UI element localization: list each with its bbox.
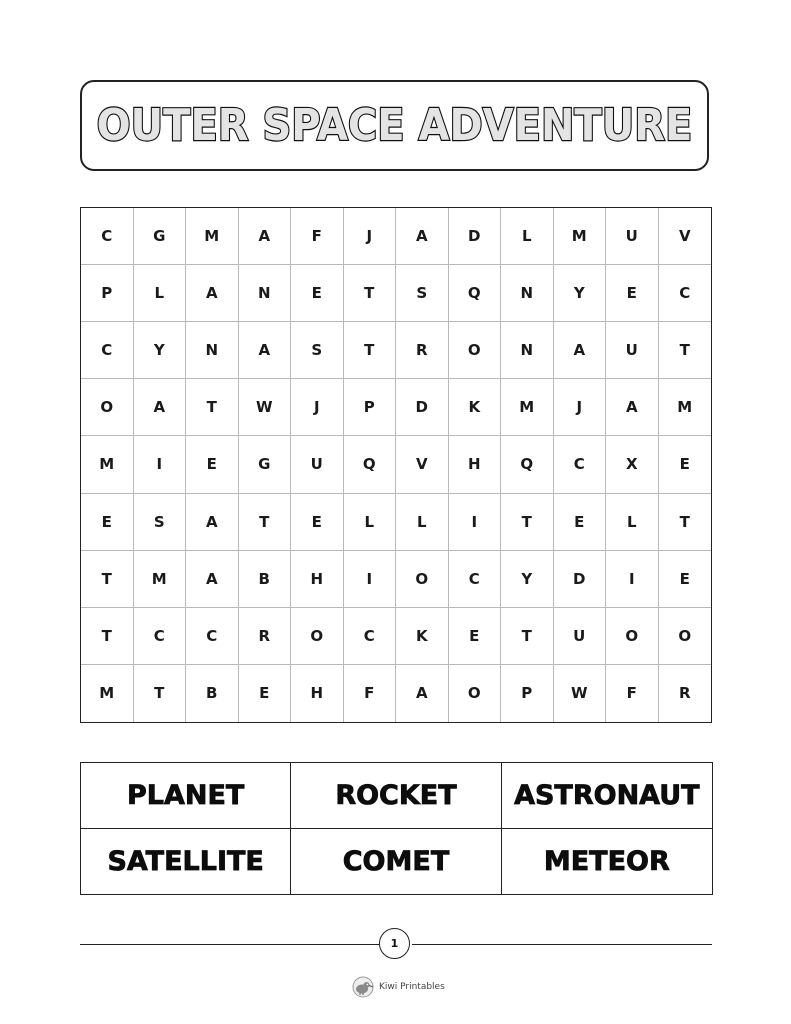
grid-cell: A	[606, 379, 659, 436]
grid-cell: Y	[134, 322, 187, 379]
grid-cell: H	[291, 665, 344, 722]
grid-cell: A	[396, 665, 449, 722]
grid-cell: P	[81, 265, 134, 322]
grid-cell: R	[239, 608, 292, 665]
grid-cell: E	[659, 436, 712, 493]
grid-cell: C	[659, 265, 712, 322]
grid-cell: T	[81, 551, 134, 608]
grid-cell: U	[606, 208, 659, 265]
grid-cell: I	[134, 436, 187, 493]
grid-cell: U	[554, 608, 607, 665]
page-number-badge	[379, 928, 410, 959]
brand-name: Kiwi Printables	[379, 982, 445, 992]
grid-cell: B	[186, 665, 239, 722]
grid-cell: M	[554, 208, 607, 265]
grid-cell: V	[659, 208, 712, 265]
grid-cell: D	[554, 551, 607, 608]
grid-cell: F	[291, 208, 344, 265]
grid-cell: G	[134, 208, 187, 265]
grid-cell: D	[396, 379, 449, 436]
grid-cell: E	[449, 608, 502, 665]
grid-cell: N	[186, 322, 239, 379]
grid-cell: K	[396, 608, 449, 665]
word-bank-item: ASTRONAUT	[502, 763, 712, 829]
grid-cell: X	[606, 436, 659, 493]
grid-cell: K	[449, 379, 502, 436]
grid-cell: I	[606, 551, 659, 608]
grid-cell: C	[134, 608, 187, 665]
grid-cell: P	[501, 665, 554, 722]
grid-cell: W	[239, 379, 292, 436]
brand-footer	[352, 976, 445, 998]
grid-cell: P	[344, 379, 397, 436]
grid-cell: H	[291, 551, 344, 608]
footer-divider-right	[412, 944, 712, 945]
grid-cell: L	[396, 494, 449, 551]
page-title: OUTER SPACE ADVENTURE	[96, 100, 693, 151]
title-banner	[80, 80, 709, 171]
grid-cell: G	[239, 436, 292, 493]
grid-cell: F	[606, 665, 659, 722]
grid-cell: W	[554, 665, 607, 722]
grid-cell: I	[344, 551, 397, 608]
grid-cell: O	[396, 551, 449, 608]
grid-cell: T	[501, 608, 554, 665]
grid-cell: S	[396, 265, 449, 322]
grid-cell: A	[239, 208, 292, 265]
grid-cell: M	[186, 208, 239, 265]
grid-cell: U	[291, 436, 344, 493]
word-search-grid	[80, 207, 712, 723]
grid-cell: A	[186, 551, 239, 608]
grid-cell: A	[239, 322, 292, 379]
grid-cell: Y	[501, 551, 554, 608]
grid-cell: O	[606, 608, 659, 665]
grid-cell: E	[554, 494, 607, 551]
grid-cell: E	[291, 265, 344, 322]
grid-cell: S	[291, 322, 344, 379]
grid-cell: T	[344, 265, 397, 322]
grid-cell: E	[81, 494, 134, 551]
grid-cell: Q	[344, 436, 397, 493]
grid-cell: Q	[501, 436, 554, 493]
grid-cell: C	[449, 551, 502, 608]
grid-cell: L	[606, 494, 659, 551]
grid-cell: T	[239, 494, 292, 551]
grid-cell: Y	[554, 265, 607, 322]
grid-cell: S	[134, 494, 187, 551]
grid-cell: R	[396, 322, 449, 379]
grid-cell: L	[344, 494, 397, 551]
grid-cell: A	[186, 265, 239, 322]
footer-divider-left	[80, 944, 379, 945]
grid-cell: O	[659, 608, 712, 665]
grid-cell: T	[186, 379, 239, 436]
grid-cell: L	[134, 265, 187, 322]
grid-cell: C	[186, 608, 239, 665]
word-bank	[80, 762, 713, 895]
grid-cell: N	[501, 322, 554, 379]
grid-cell: A	[186, 494, 239, 551]
grid-cell: M	[134, 551, 187, 608]
grid-cell: I	[449, 494, 502, 551]
word-bank-item: COMET	[291, 829, 501, 895]
grid-cell: H	[449, 436, 502, 493]
word-bank-item: SATELLITE	[81, 829, 291, 895]
grid-cell: J	[291, 379, 344, 436]
word-bank-item: METEOR	[543, 845, 670, 877]
grid-cell: M	[81, 436, 134, 493]
grid-cell: T	[81, 608, 134, 665]
grid-cell: O	[449, 665, 502, 722]
grid-cell: E	[606, 265, 659, 322]
grid-cell: O	[449, 322, 502, 379]
grid-cell: M	[501, 379, 554, 436]
grid-cell: C	[81, 208, 134, 265]
grid-cell: T	[134, 665, 187, 722]
grid-cell: L	[501, 208, 554, 265]
grid-cell: T	[344, 322, 397, 379]
grid-cell: J	[344, 208, 397, 265]
word-bank-item: PLANET	[81, 763, 291, 829]
grid-cell: B	[239, 551, 292, 608]
grid-cell: O	[81, 379, 134, 436]
grid-cell: U	[606, 322, 659, 379]
grid-cell: M	[659, 379, 712, 436]
grid-cell: T	[501, 494, 554, 551]
grid-cell: A	[554, 322, 607, 379]
grid-cell: A	[134, 379, 187, 436]
grid-cell: F	[344, 665, 397, 722]
grid-cell: T	[659, 494, 712, 551]
word-bank-item: ROCKET	[291, 763, 501, 829]
page-number: 1	[390, 937, 399, 950]
grid-cell: E	[186, 436, 239, 493]
grid-cell: C	[344, 608, 397, 665]
grid-cell: T	[659, 322, 712, 379]
grid-cell: N	[501, 265, 554, 322]
kiwi-bird-icon	[352, 976, 374, 998]
grid-cell: A	[396, 208, 449, 265]
grid-cell: V	[396, 436, 449, 493]
grid-cell: Q	[449, 265, 502, 322]
grid-cell: C	[554, 436, 607, 493]
grid-cell: R	[678, 684, 691, 703]
grid-cell: D	[449, 208, 502, 265]
grid-cell: E	[291, 494, 344, 551]
grid-cell: M	[81, 665, 134, 722]
grid-cell: N	[239, 265, 292, 322]
grid-cell: C	[81, 322, 134, 379]
grid-cell: E	[239, 665, 292, 722]
grid-cell: J	[554, 379, 607, 436]
grid-cell: O	[291, 608, 344, 665]
grid-cell: E	[659, 551, 712, 608]
